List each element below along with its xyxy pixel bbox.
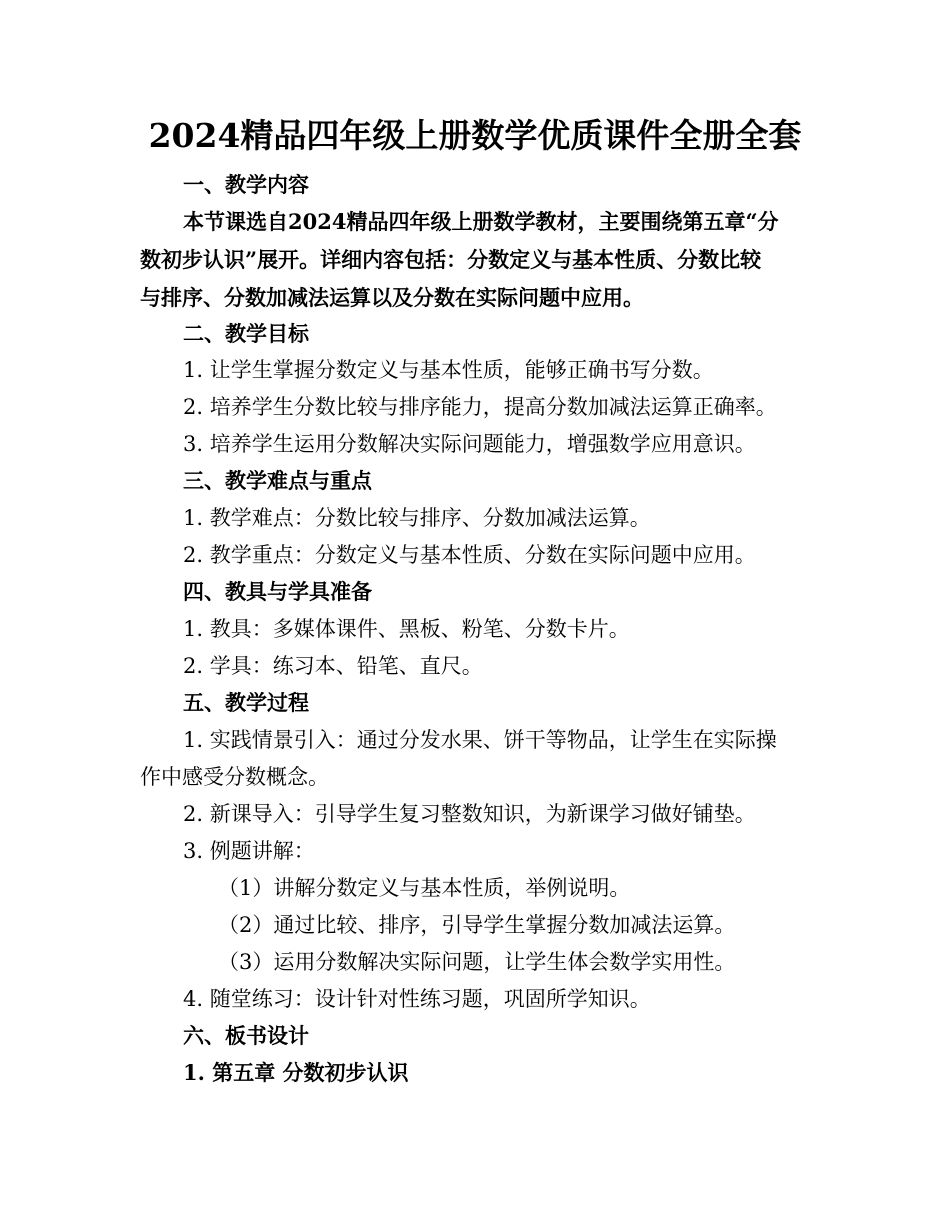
section-heading-difficulties: 三、教学难点与重点 <box>183 468 372 493</box>
list-item: 3. 培养学生运用分数解决实际问题能力，增强数学应用意识。 <box>183 432 756 456</box>
section-heading-teaching-process: 五、教学过程 <box>183 690 309 715</box>
list-item: 2. 培养学生分数比较与排序能力，提高分数加减法运算正确率。 <box>183 395 777 419</box>
section-heading-teaching-aids: 四、教具与学具准备 <box>183 579 372 604</box>
section-heading-blackboard-design: 六、板书设计 <box>183 1023 309 1048</box>
paragraph-line: 与排序、分数加减法运算以及分数在实际问题中应用。 <box>140 285 644 310</box>
section-heading-teaching-content: 一、教学内容 <box>183 172 309 197</box>
sub-list-item: （3）运用分数解决实际问题，让学生体会数学实用性。 <box>218 950 736 974</box>
section-heading-teaching-objectives: 二、教学目标 <box>183 321 309 346</box>
document-title: 2024精品四年级上册数学优质课件全册全套 <box>148 116 802 155</box>
list-item: 1. 教学难点：分数比较与排序、分数加减法运算。 <box>183 506 651 530</box>
paragraph-line: 数初步认识”展开。详细内容包括：分数定义与基本性质、分数比较 <box>140 247 762 272</box>
list-item: 1. 让学生掌握分数定义与基本性质，能够正确书写分数。 <box>183 358 714 382</box>
list-item: 1. 第五章 分数初步认识 <box>183 1060 409 1085</box>
list-item: 3. 例题讲解： <box>183 839 315 863</box>
list-item: 2. 新课导入：引导学生复习整数知识，为新课学习做好铺垫。 <box>183 802 756 826</box>
paragraph-line: 本节课选自2024精品四年级上册数学教材，主要围绕第五章“分 <box>183 209 779 234</box>
list-item: 1. 教具：多媒体课件、黑板、粉笔、分数卡片。 <box>183 617 630 641</box>
list-item: 1. 实践情景引入：通过分发水果、饼干等物品，让学生在实际操 <box>183 728 777 752</box>
sub-list-item: （1）讲解分数定义与基本性质，举例说明。 <box>218 876 631 900</box>
list-item-continuation: 作中感受分数概念。 <box>140 765 329 789</box>
list-item: 4. 随堂练习：设计针对性练习题，巩固所学知识。 <box>183 987 651 1011</box>
sub-list-item: （2）通过比较、排序，引导学生掌握分数加减法运算。 <box>218 913 736 937</box>
list-item: 2. 学具：练习本、铅笔、直尺。 <box>183 654 483 678</box>
list-item: 2. 教学重点：分数定义与基本性质、分数在实际问题中应用。 <box>183 543 756 567</box>
